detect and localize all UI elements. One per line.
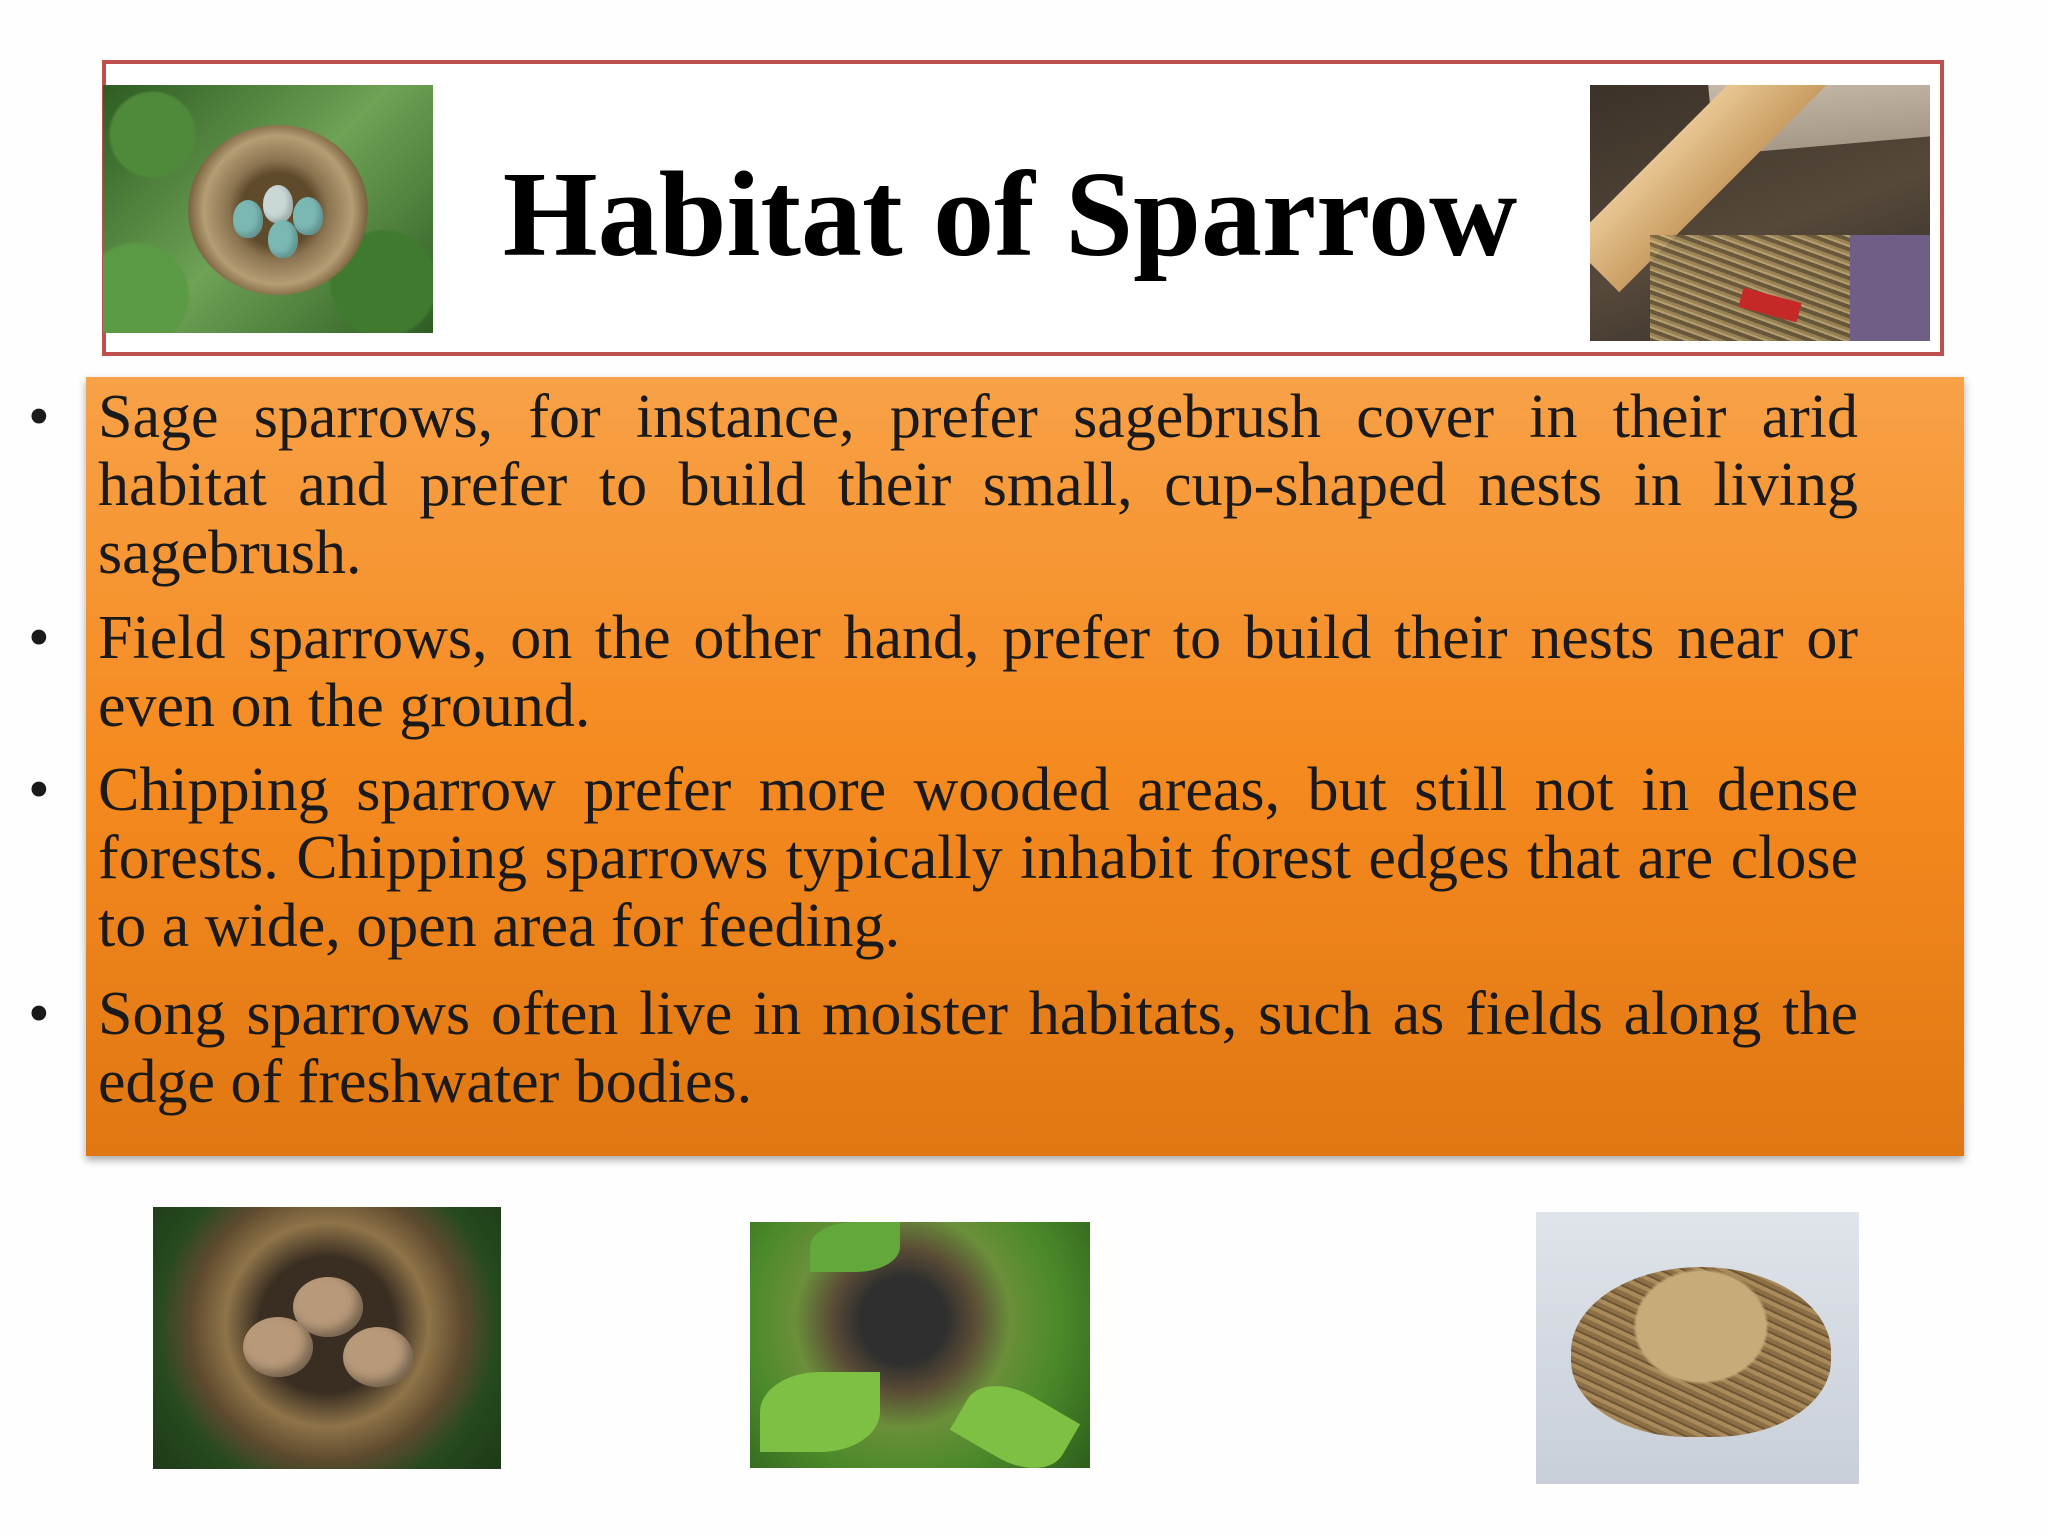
leaf (950, 1369, 1080, 1468)
nest-with-eggs-photo (103, 85, 433, 333)
hatchling-in-leaves-photo (750, 1222, 1090, 1468)
leaf (810, 1222, 900, 1272)
egg (293, 197, 323, 235)
empty-nest-photo (1536, 1212, 1859, 1484)
chick (243, 1317, 313, 1377)
bullet-text: Field sparrows, on the other hand, prefer to build their nests near or even on the ground. (98, 604, 1858, 740)
slide-title: Habitat of Sparrow (502, 147, 1518, 282)
bullet-text: Song sparrows often live in moister habitats, such as fields along the edge of freshwater bodies. (98, 980, 1858, 1116)
nestlings-photo (153, 1207, 501, 1469)
egg (263, 185, 293, 223)
nest-shape (1571, 1267, 1831, 1437)
leaf (760, 1372, 880, 1452)
chick (343, 1327, 413, 1387)
bullet-symbol: • (28, 756, 50, 824)
nest-in-rafters-photo (1590, 85, 1930, 341)
egg (233, 200, 263, 238)
bullet-item (0, 604, 1858, 740)
bullet-item (0, 756, 1858, 960)
egg (268, 220, 298, 258)
bullet-symbol: • (28, 604, 50, 672)
bullet-symbol: • (28, 383, 50, 451)
bullet-text: Chipping sparrow prefer more wooded areas, but still not in dense forests. Chipping sparrows typically inhabit forest edges that are close to a wide, open area for feeding. (98, 756, 1858, 960)
bullet-item (0, 980, 1858, 1116)
bullet-symbol: • (28, 980, 50, 1048)
cloth (1850, 235, 1930, 341)
bullet-text: Sage sparrows, for instance, prefer sagebrush cover in their arid habitat and prefer to build their small, cup-shaped nests in living sagebrush. (98, 383, 1858, 587)
bullet-item (0, 383, 1858, 587)
